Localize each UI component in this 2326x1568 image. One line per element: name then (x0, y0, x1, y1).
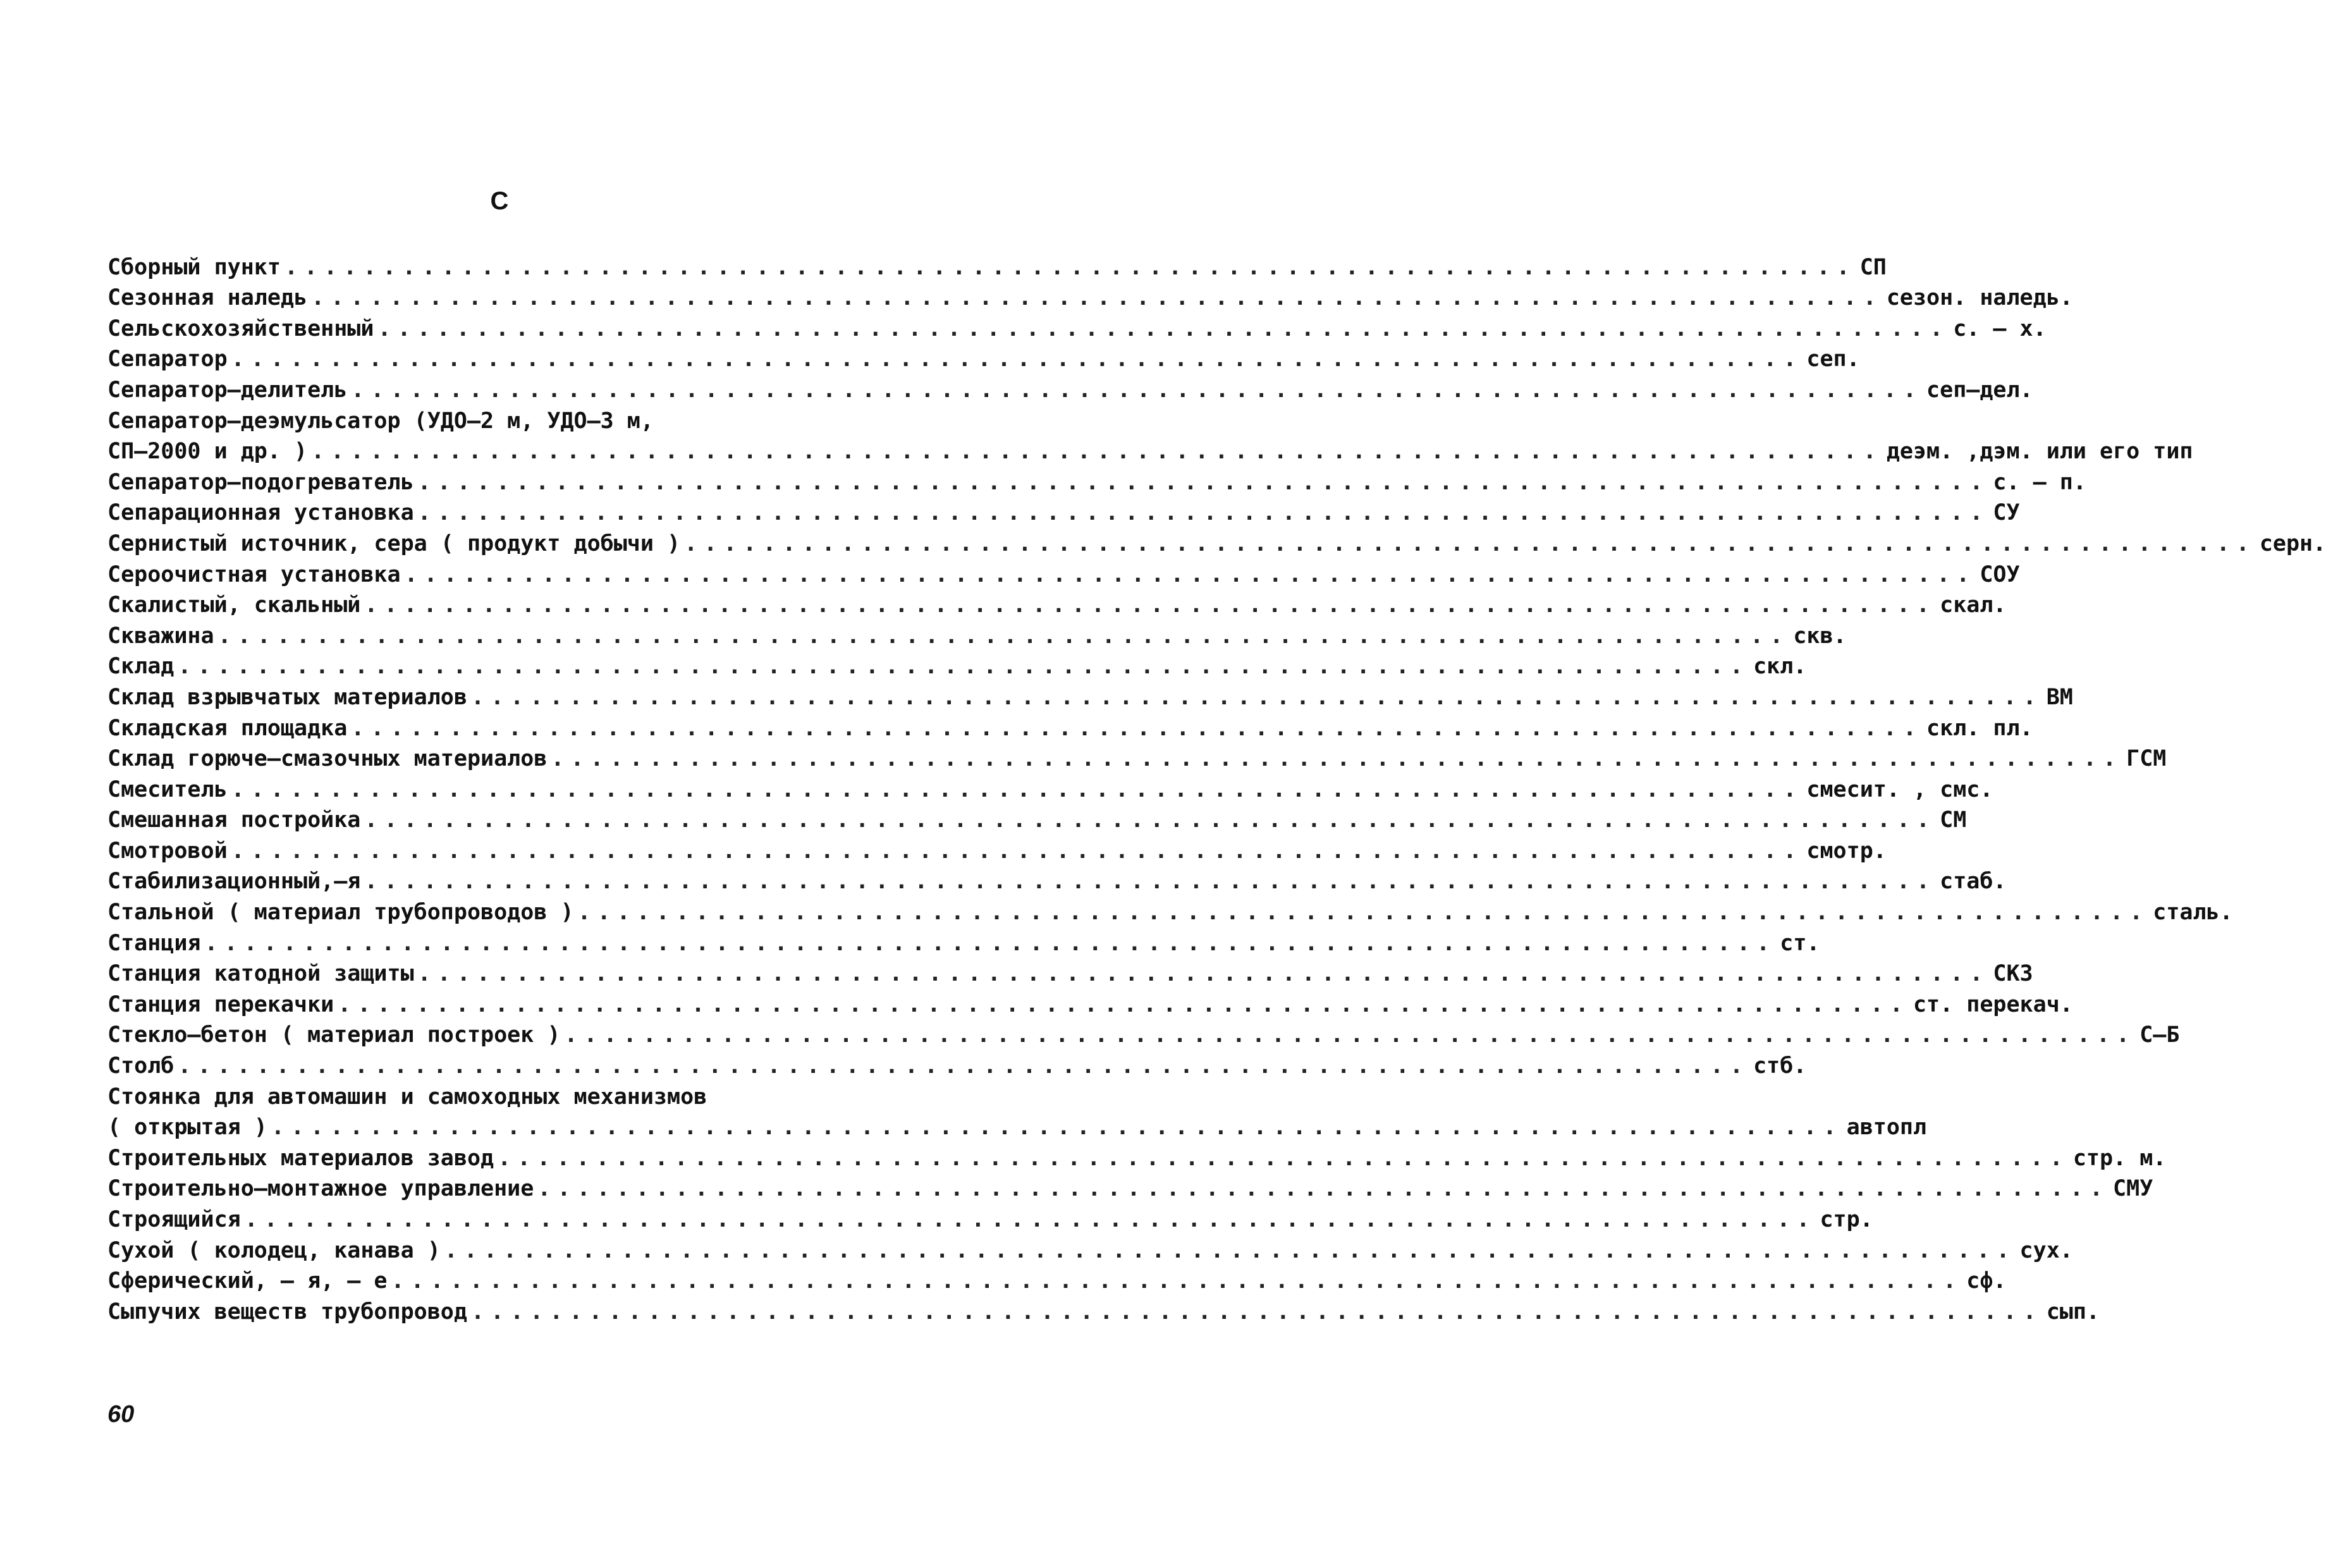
entry-term: Склад горюче–смазочных материалов (107, 746, 548, 772)
entry-abbreviation: СМ (1940, 807, 1967, 833)
entry-abbreviation: скал. (1940, 592, 2007, 618)
entry-term: Сухой ( колодец, канава ) (107, 1237, 441, 1263)
entry-term: Строящийся (107, 1207, 241, 1232)
entry-term: Склад взрывчатых материалов (107, 684, 467, 710)
entry-abbreviation: с. – п. (1993, 469, 2086, 495)
list-item (107, 805, 1967, 836)
entry-abbreviation: ст. перекач. (1913, 991, 2073, 1017)
entry-term: Стекло–бетон ( материал построек ) (107, 1022, 561, 1048)
entry-abbreviation: сф. (1966, 1268, 2007, 1294)
entry-abbreviation: СОУ (1980, 561, 2020, 587)
dot-leader: ................................................................................ (444, 1237, 2016, 1263)
list-item (107, 1235, 2073, 1266)
dot-leader: ................................................................................ (178, 1053, 1750, 1079)
entry-term: Строительно–монтажное управление (107, 1176, 534, 1202)
list-item (107, 959, 2033, 989)
entry-term: Сепарационная установка (107, 500, 414, 526)
entry-term: Скважина (107, 623, 214, 649)
list-item (107, 989, 2073, 1020)
list-item (107, 590, 2007, 621)
page-number: 60 (107, 1401, 135, 1428)
dot-leader: ................................................................................ (338, 991, 1909, 1017)
dot-leader: ................................................................................ (470, 684, 2043, 710)
entry-abbreviation: СМУ (2113, 1176, 2153, 1202)
dot-leader: ................................................................................ (244, 1207, 1816, 1232)
entry-term: Станция перекачки (107, 991, 334, 1017)
dot-leader: ................................................................................ (377, 315, 1950, 341)
dot-leader: ................................................................................ (178, 654, 1750, 680)
entry-abbreviation: СП (1859, 254, 1887, 280)
dot-leader: ................................................................................ (311, 285, 1883, 311)
list-item (107, 774, 1993, 805)
entry-abbreviation: скл. пл. (1926, 715, 2033, 741)
entry-abbreviation: сталь. (2153, 900, 2233, 926)
dot-leader: ................................................................................ (284, 254, 1856, 280)
entry-abbreviation: СКЗ (1993, 961, 2033, 987)
entry-term: Сепаратор–подогреватель (107, 469, 414, 495)
dot-leader: ................................................................................ (537, 1176, 2110, 1202)
entry-term: Скалистый, скальный (107, 592, 361, 618)
list-item (107, 620, 1847, 651)
dot-leader: ................................................................................ (498, 1145, 2069, 1171)
entry-abbreviation: деэм. ,дэм. или его тип (1886, 439, 2193, 465)
list-item (107, 1050, 1807, 1081)
entry-term: Сферический, – я, – е (107, 1268, 388, 1294)
list-item (107, 1173, 2153, 1204)
list-item (107, 405, 1012, 436)
dot-leader: ................................................................................ (231, 346, 1803, 372)
dot-leader: ................................................................................ (364, 869, 1937, 895)
entry-abbreviation: сух. (2019, 1237, 2073, 1263)
entry-term: Смеситель (107, 776, 228, 802)
list-item (107, 1081, 1012, 1112)
entry-term: Склад (107, 654, 174, 680)
list-item (107, 436, 2193, 467)
list-item (107, 252, 1887, 283)
dot-leader: ................................................................................ (470, 1299, 2043, 1325)
entry-term: Сероочистная установка (107, 561, 401, 587)
list-item (107, 313, 2047, 344)
entry-abbreviation: скл. (1753, 654, 1807, 680)
dot-leader: ................................................................................ (417, 500, 1990, 526)
entry-term: ( открытая ) (107, 1115, 267, 1141)
entry-term: Сыпучих веществ трубопровод (107, 1299, 467, 1325)
list-item (107, 374, 2033, 405)
entry-term: Сепаратор–деэмульсатор (УДО–2 м, УДО–3 м, (107, 408, 654, 434)
list-item (107, 344, 1860, 375)
dot-leader: ................................................................................ (204, 930, 1777, 956)
list-item (107, 467, 2086, 498)
list-item (107, 528, 2326, 559)
entry-abbreviation: стаб. (1940, 869, 2007, 895)
entry-term: Строительных материалов завод (107, 1145, 494, 1171)
list-item (107, 1112, 1927, 1143)
entry-abbreviation: сезон. наледь. (1886, 285, 2073, 311)
entry-term: Стальной ( материал трубопроводов ) (107, 900, 574, 926)
entry-term: Столб (107, 1053, 174, 1079)
entry-term: Станция катодной защиты (107, 961, 414, 987)
dot-leader: ................................................................................ (231, 838, 1803, 864)
dot-leader: ................................................................................ (564, 1022, 2136, 1048)
list-item (107, 682, 2073, 713)
entry-term: Стоянка для автомашин и самоходных механизмов (107, 1084, 707, 1110)
list-item (107, 1296, 2100, 1327)
entry-term: Сернистый источник, сера ( продукт добычи ) (107, 530, 681, 556)
entry-abbreviation: с. – х. (1953, 315, 2047, 341)
dot-leader: ................................................................................ (404, 561, 1976, 587)
entry-abbreviation: ВМ (2046, 684, 2073, 710)
entry-term: Сепаратор–делитель (107, 377, 348, 403)
section-letter: С (490, 187, 509, 215)
entry-abbreviation: сып. (2046, 1299, 2100, 1325)
list-item (107, 744, 2167, 775)
entry-abbreviation: ГСМ (2126, 746, 2167, 772)
entry-abbreviation: серн. (2259, 530, 2326, 556)
list-item (107, 928, 1820, 959)
list-item (107, 283, 2073, 314)
dot-leader: ................................................................................ (577, 900, 2150, 926)
dot-leader: ................................................................................ (311, 439, 1883, 465)
dot-leader: ................................................................................ (417, 961, 1990, 987)
entry-term: Сельскохозяйственный (107, 315, 374, 341)
entry-abbreviation: стр. (1820, 1207, 1873, 1232)
entry-term: Стабилизационный,–я (107, 869, 361, 895)
list-item (107, 866, 2007, 897)
entry-abbreviation: смотр. (1806, 838, 1887, 864)
dot-leader: ................................................................................ (364, 592, 1937, 618)
entry-abbreviation: смесит. , смс. (1806, 776, 1993, 802)
entry-term: Смешанная постройка (107, 807, 361, 833)
dot-leader: ................................................................................ (351, 715, 1923, 741)
dot-leader: ................................................................................ (351, 377, 1923, 403)
list-item (107, 835, 1887, 866)
list-item (107, 559, 2020, 590)
list-item (107, 1204, 1873, 1235)
dot-leader: ................................................................................ (417, 469, 1990, 495)
list-item (107, 498, 2020, 529)
entry-abbreviation: сеп–дел. (1926, 377, 2033, 403)
dot-leader: ................................................................................ (231, 776, 1803, 802)
list-item (107, 897, 2233, 928)
entry-term: Смотровой (107, 838, 228, 864)
abbreviation-list (107, 252, 2326, 1327)
entry-term: Станция (107, 930, 201, 956)
dot-leader: ................................................................................ (684, 530, 2256, 556)
entry-abbreviation: ст. (1780, 930, 1820, 956)
entry-abbreviation: С–Б (2139, 1022, 2180, 1048)
dot-leader: ................................................................................ (551, 746, 2123, 772)
list-item (107, 651, 1807, 682)
entry-abbreviation: автопл (1846, 1115, 1927, 1141)
entry-term: Складская площадка (107, 715, 348, 741)
entry-term: Сборный пункт (107, 254, 281, 280)
list-item (107, 713, 2033, 744)
entry-abbreviation: СУ (1993, 500, 2020, 526)
dot-leader: ................................................................................ (271, 1115, 1843, 1141)
entry-abbreviation: стр. м. (2072, 1145, 2167, 1171)
dot-leader: ................................................................................ (391, 1268, 1963, 1294)
list-item (107, 1020, 2180, 1051)
list-item (107, 1266, 2007, 1297)
dot-leader: ................................................................................ (217, 623, 1790, 649)
list-item (107, 1142, 2167, 1173)
dot-leader: ................................................................................ (364, 807, 1937, 833)
entry-abbreviation: стб. (1753, 1053, 1807, 1079)
entry-term: СП–2000 и др. ) (107, 439, 308, 465)
entry-abbreviation: скв. (1793, 623, 1847, 649)
entry-term: Сезонная наледь (107, 285, 308, 311)
entry-term: Сепаратор (107, 346, 228, 372)
entry-abbreviation: сеп. (1806, 346, 1860, 372)
